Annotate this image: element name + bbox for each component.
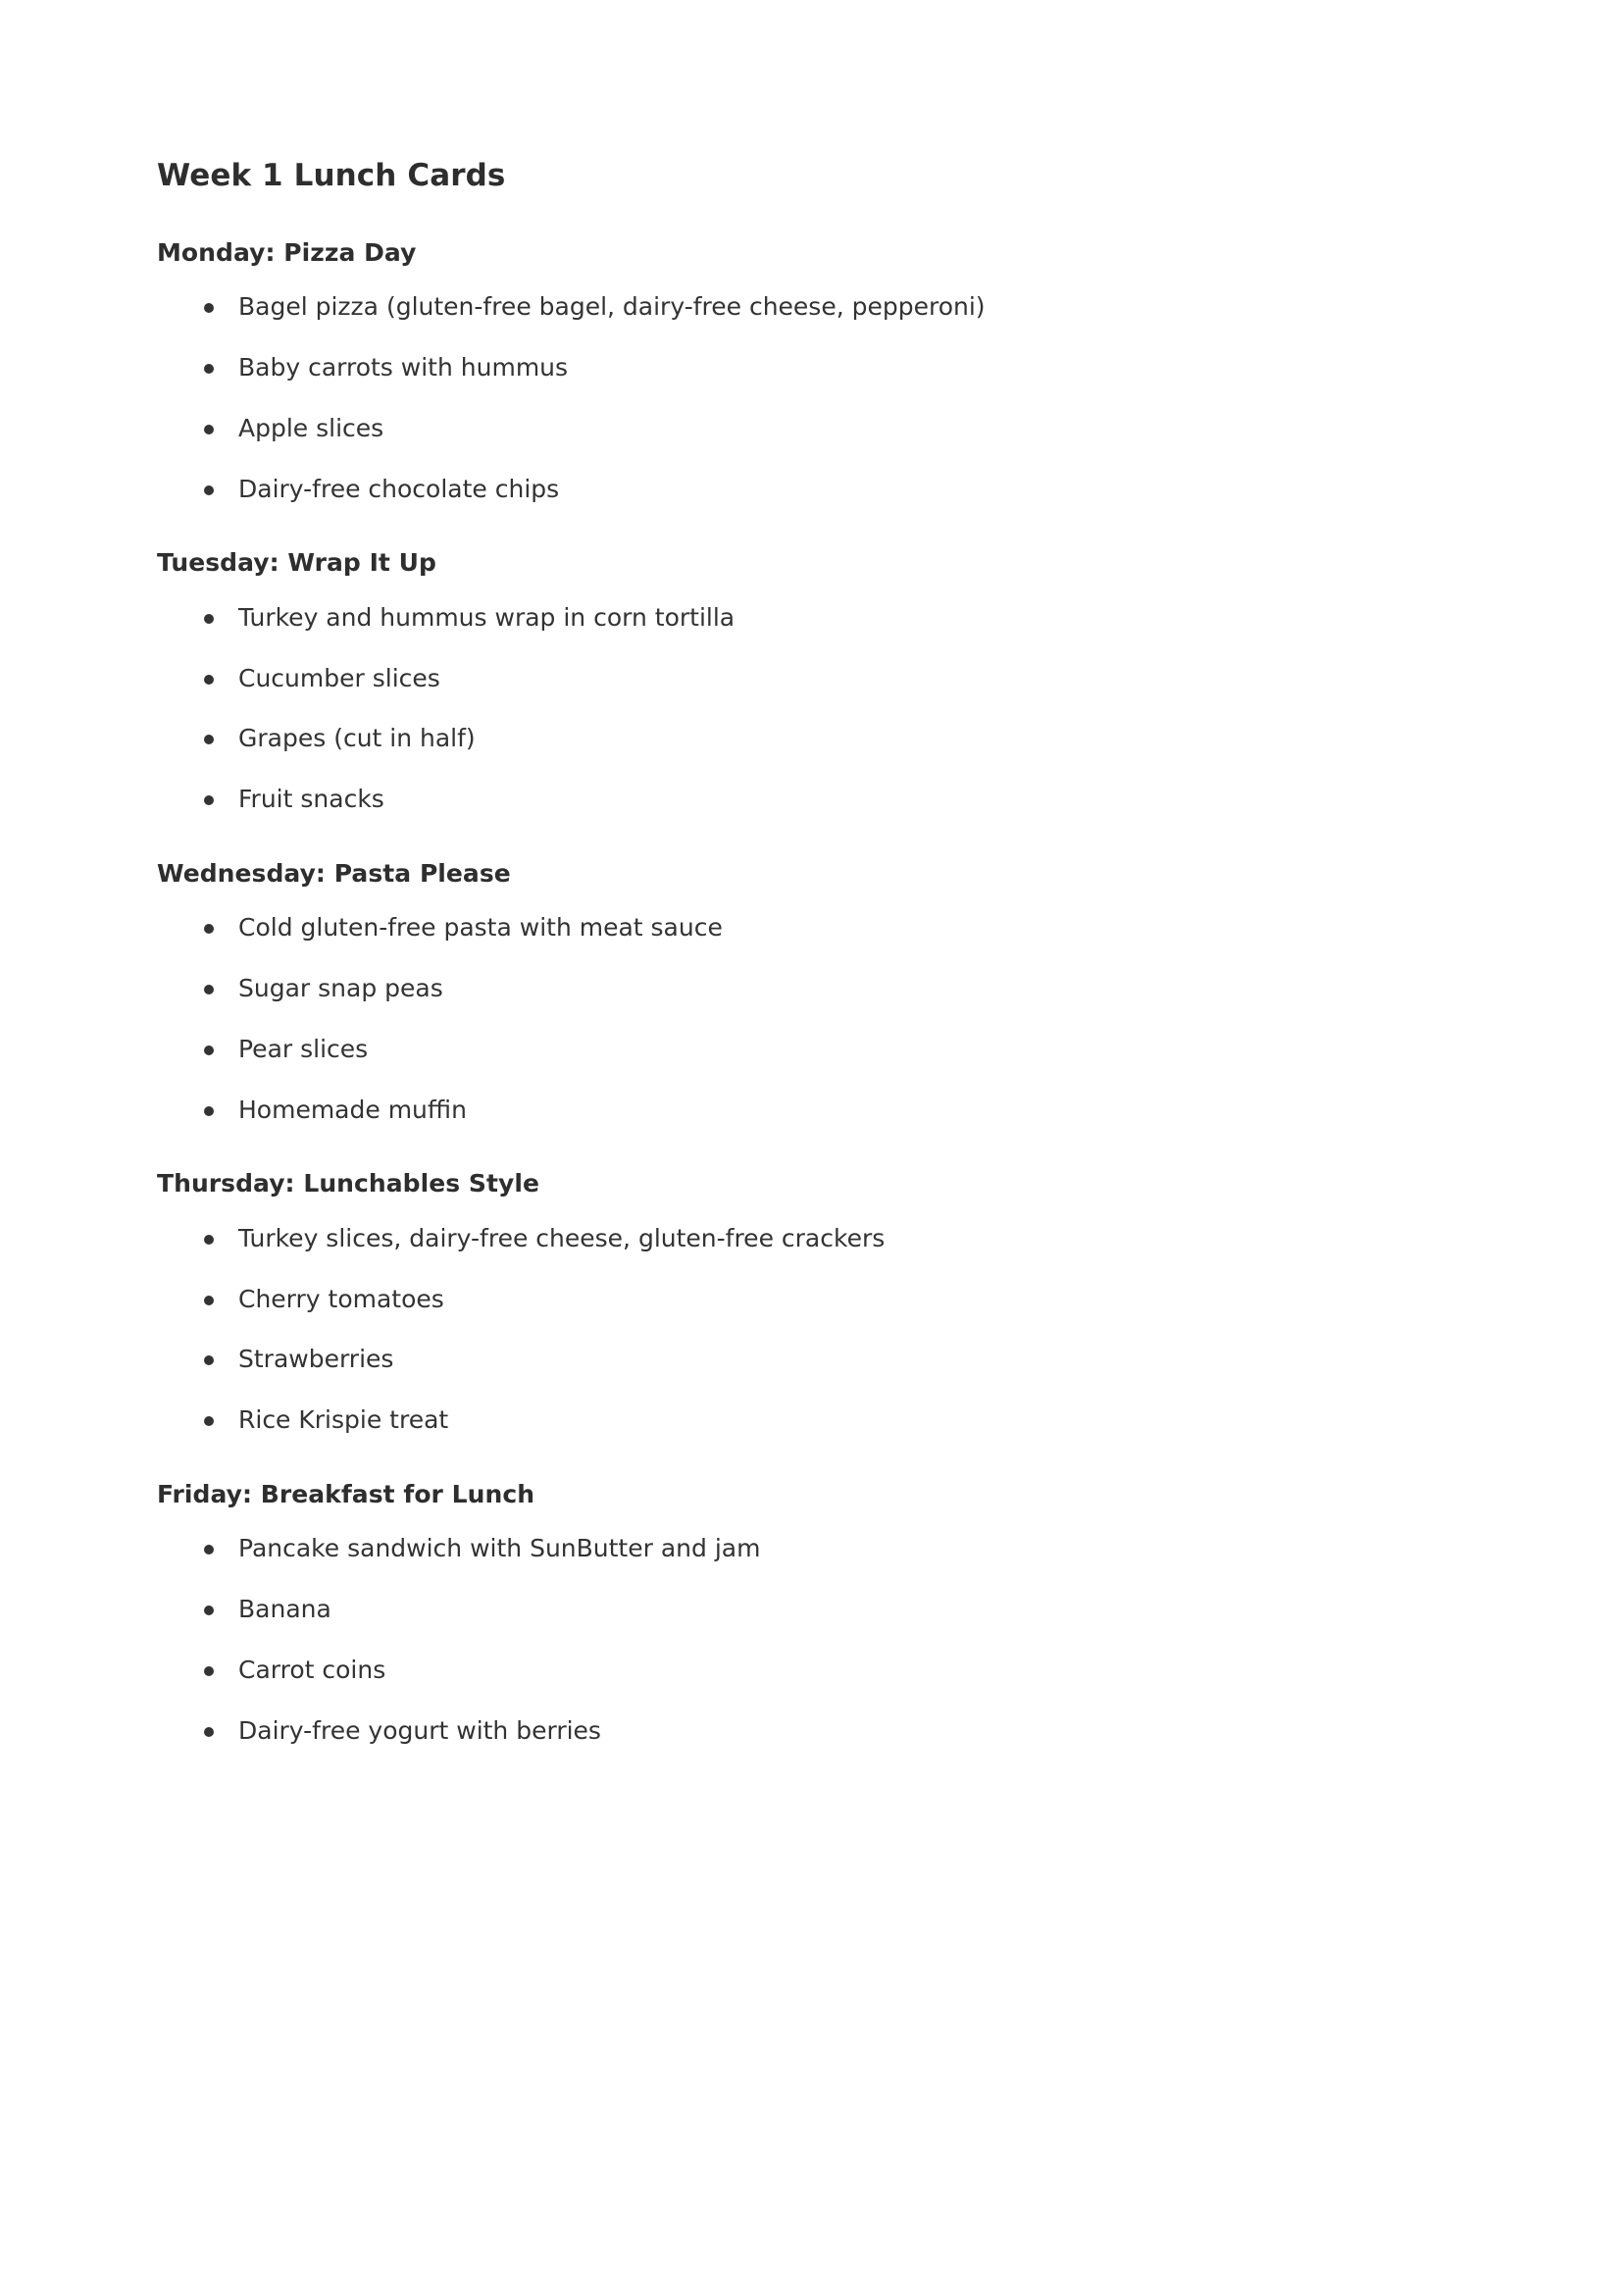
list-item-label: Turkey slices, dairy-free cheese, gluten-free crackers — [238, 1223, 886, 1252]
bullet-icon — [204, 1355, 214, 1365]
bullet-icon — [204, 1106, 214, 1116]
day-heading: Wednesday: Pasta Please — [157, 858, 511, 888]
list-item — [157, 662, 1428, 695]
list-item-label: Carrot coins — [238, 1655, 386, 1684]
list-item-label: Fruit snacks — [238, 785, 384, 813]
list-item-label: Homemade muffin — [238, 1095, 467, 1124]
list-item-label: Banana — [238, 1595, 331, 1623]
bullet-icon — [204, 795, 214, 805]
list-item — [157, 1033, 1428, 1066]
bullet-icon — [204, 1416, 214, 1426]
bullet-icon — [204, 1235, 214, 1245]
day-sections-container — [157, 237, 1428, 1748]
bullet-icon — [204, 425, 214, 434]
bullet-icon — [204, 924, 214, 934]
list-item — [157, 911, 1428, 944]
list-item — [157, 1593, 1428, 1626]
day-section — [157, 1168, 1428, 1437]
list-item-label: Dairy-free yogurt with berries — [238, 1715, 601, 1745]
list-item-label: Pancake sandwich with SunButter and jam — [238, 1534, 761, 1563]
list-item-label: Pear slices — [238, 1034, 369, 1063]
list-item-label: Cherry tomatoes — [238, 1284, 444, 1313]
list-item — [157, 1714, 1428, 1748]
page-title: Week 1 Lunch Cards — [157, 158, 506, 193]
list-item-label: Apple slices — [238, 413, 384, 442]
list-item — [157, 1283, 1428, 1316]
lunch-item-list — [157, 601, 1428, 816]
list-item — [157, 1222, 1428, 1255]
list-item — [157, 783, 1428, 816]
list-item — [157, 1094, 1428, 1127]
day-section — [157, 1479, 1428, 1748]
bullet-icon — [204, 1045, 214, 1055]
day-heading: Thursday: Lunchables Style — [157, 1169, 539, 1198]
day-heading: Tuesday: Wrap It Up — [157, 548, 436, 578]
bullet-icon — [204, 1545, 214, 1555]
bullet-icon — [204, 985, 214, 994]
day-section — [157, 547, 1428, 816]
lunch-item-list — [157, 911, 1428, 1126]
list-item — [157, 1403, 1428, 1437]
bullet-icon — [204, 364, 214, 374]
lunch-item-list — [157, 290, 1428, 505]
list-item — [157, 1343, 1428, 1376]
day-heading: Monday: Pizza Day — [157, 237, 417, 267]
lunch-item-list — [157, 1222, 1428, 1437]
list-item — [157, 601, 1428, 635]
list-item-label: Cold gluten-free pasta with meat sauce — [238, 913, 723, 943]
day-section — [157, 237, 1428, 506]
list-item — [157, 1532, 1428, 1565]
bullet-icon — [204, 1296, 214, 1305]
bullet-icon — [204, 1727, 214, 1737]
lunch-item-list — [157, 1532, 1428, 1747]
list-item-label: Turkey and hummus wrap in corn tortilla — [238, 602, 736, 632]
bullet-icon — [204, 1606, 214, 1615]
day-section — [157, 858, 1428, 1127]
list-item-label: Grapes (cut in half) — [238, 724, 476, 753]
list-item-label: Sugar snap peas — [238, 974, 443, 1002]
bullet-icon — [204, 303, 214, 313]
list-item — [157, 1654, 1428, 1687]
list-item-label: Dairy-free chocolate chips — [238, 474, 560, 503]
list-item-label: Rice Krispie treat — [238, 1405, 449, 1434]
day-heading: Friday: Breakfast for Lunch — [157, 1479, 535, 1508]
list-item — [157, 473, 1428, 506]
bullet-icon — [204, 675, 214, 685]
list-item-label: Bagel pizza (gluten-free bagel, dairy-free cheese, pepperoni) — [238, 292, 986, 322]
list-item — [157, 351, 1428, 384]
bullet-icon — [204, 614, 214, 624]
bullet-icon — [204, 735, 214, 744]
list-item — [157, 972, 1428, 1005]
list-item-label: Cucumber slices — [238, 663, 440, 692]
list-item — [157, 722, 1428, 755]
bullet-icon — [204, 1666, 214, 1676]
bullet-icon — [204, 485, 214, 495]
list-item — [157, 412, 1428, 445]
list-item-label: Baby carrots with hummus — [238, 353, 569, 382]
list-item-label: Strawberries — [238, 1345, 394, 1374]
list-item — [157, 290, 1428, 324]
